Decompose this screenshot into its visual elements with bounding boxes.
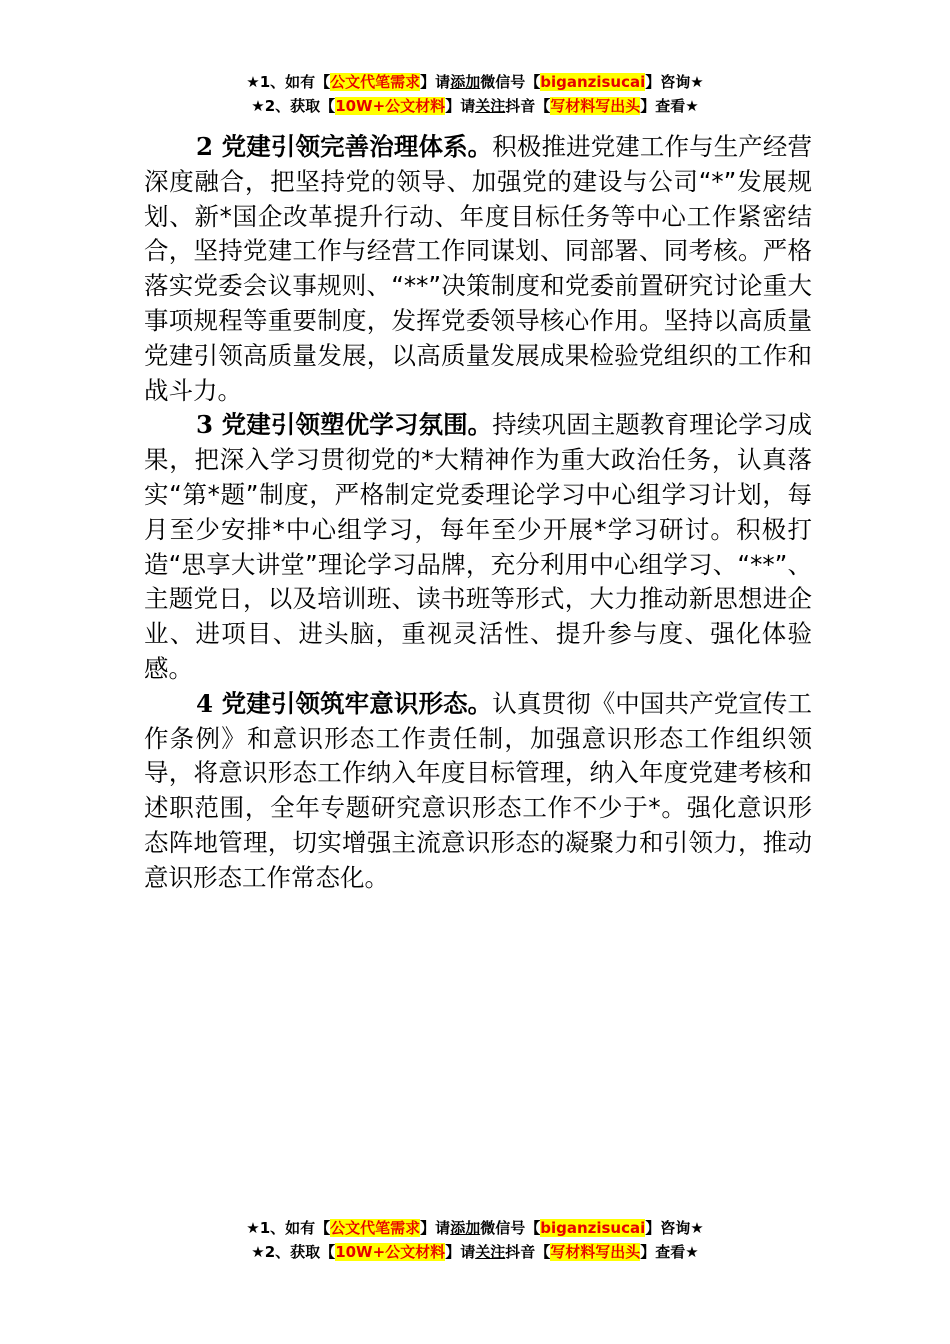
banner-emphasis: 关注: [475, 97, 506, 115]
paragraph-lead: 4 党建引领筑牢意识形态。: [196, 688, 493, 718]
banner-highlight: biganzisucai: [540, 73, 646, 91]
paragraph-lead: 2 党建引领完善治理体系。: [196, 132, 493, 161]
banner-line-1: [0, 70, 950, 94]
banner-text: ★1、如有【: [246, 73, 331, 91]
banner-emphasis: 添加: [450, 1219, 481, 1237]
banner-text: 微信号【: [480, 73, 541, 91]
banner-highlight: 写材料写出头: [550, 1243, 641, 1261]
banner-highlight: 公文代笔需求: [330, 73, 421, 91]
banner-line-2: [0, 94, 950, 118]
banner-text: 抖音【: [505, 1243, 551, 1261]
paragraph: [144, 130, 812, 408]
banner-highlight: biganzisucai: [540, 1219, 646, 1237]
banner-text: ★2、获取【: [251, 1243, 336, 1261]
banner-text: 】请: [445, 1243, 476, 1261]
banner-text: 】咨询★: [645, 1219, 704, 1237]
banner-highlight: 公文代笔需求: [330, 1219, 421, 1237]
document-body: [144, 130, 812, 896]
banner-text: 】请: [445, 97, 476, 115]
banner-highlight: 10W+公文材料: [335, 97, 446, 115]
banner-text: 】查看★: [640, 1243, 699, 1261]
paragraph: [144, 408, 812, 686]
banner-text: 】查看★: [640, 97, 699, 115]
paragraph-lead: 3 党建引领塑优学习氛围。: [196, 410, 493, 440]
banner-line-1: [0, 1216, 950, 1240]
paragraph-body: 认真贯彻《中国共产党宣传工作条例》和意识形态工作责任制，加强意识形态工作组织领导，将意识形态工作纳入年度目标管理，纳入年度党建考核和述职范围，全年专题研究意识形态工作不少于*。强化意识形态阵地管理，切实增强主流意识形态的凝聚力和引领力，推动意识形态工作常态化。: [144, 688, 813, 892]
banner-emphasis: 关注: [475, 1243, 506, 1261]
banner-text: 】请: [420, 1219, 451, 1237]
footer-banner: [0, 1216, 950, 1264]
banner-highlight: 写材料写出头: [550, 97, 641, 115]
header-banner: [0, 70, 950, 118]
paragraph: [144, 687, 812, 896]
banner-text: 】咨询★: [645, 73, 704, 91]
banner-highlight: 10W+公文材料: [335, 1243, 446, 1261]
banner-text: 抖音【: [505, 97, 551, 115]
banner-text: ★1、如有【: [246, 1219, 331, 1237]
banner-emphasis: 添加: [450, 73, 481, 91]
banner-line-2: [0, 1240, 950, 1264]
paragraph-body: 积极推进党建工作与生产经营深度融合，把坚持党的领导、加强党的建设与公司“*”发展规划、新*国企改革提升行动、年度目标任务等中心工作紧密结合，坚持党建工作与经营工作同谋划、同部署、同考核。严格落实党委会议事规则、“**”决策制度和党委前置研究讨论重大事项规程等重要制度，发挥党委领导核心作用。坚持以高质量党建引领高质量发展，以高质量发展成果检验党组织的工作和战斗力。: [144, 132, 813, 405]
banner-text: ★2、获取【: [251, 97, 336, 115]
banner-text: 】请: [420, 73, 451, 91]
banner-text: 微信号【: [480, 1219, 541, 1237]
paragraph-body: 持续巩固主题教育理论学习成果，把深入学习贯彻党的*大精神作为重大政治任务，认真落实“第*题”制度，严格制定党委理论学习中心组学习计划，每月至少安排*中心组学习，每年至少开展*学习研讨。积极打造“思享大讲堂”理论学习品牌，充分利用中心组学习、“**”、主题党日，以及培训班、读书班等形式，大力推动新思想进企业、进项目、进头脑，重视灵活性、提升参与度、强化体验感。: [144, 410, 813, 683]
